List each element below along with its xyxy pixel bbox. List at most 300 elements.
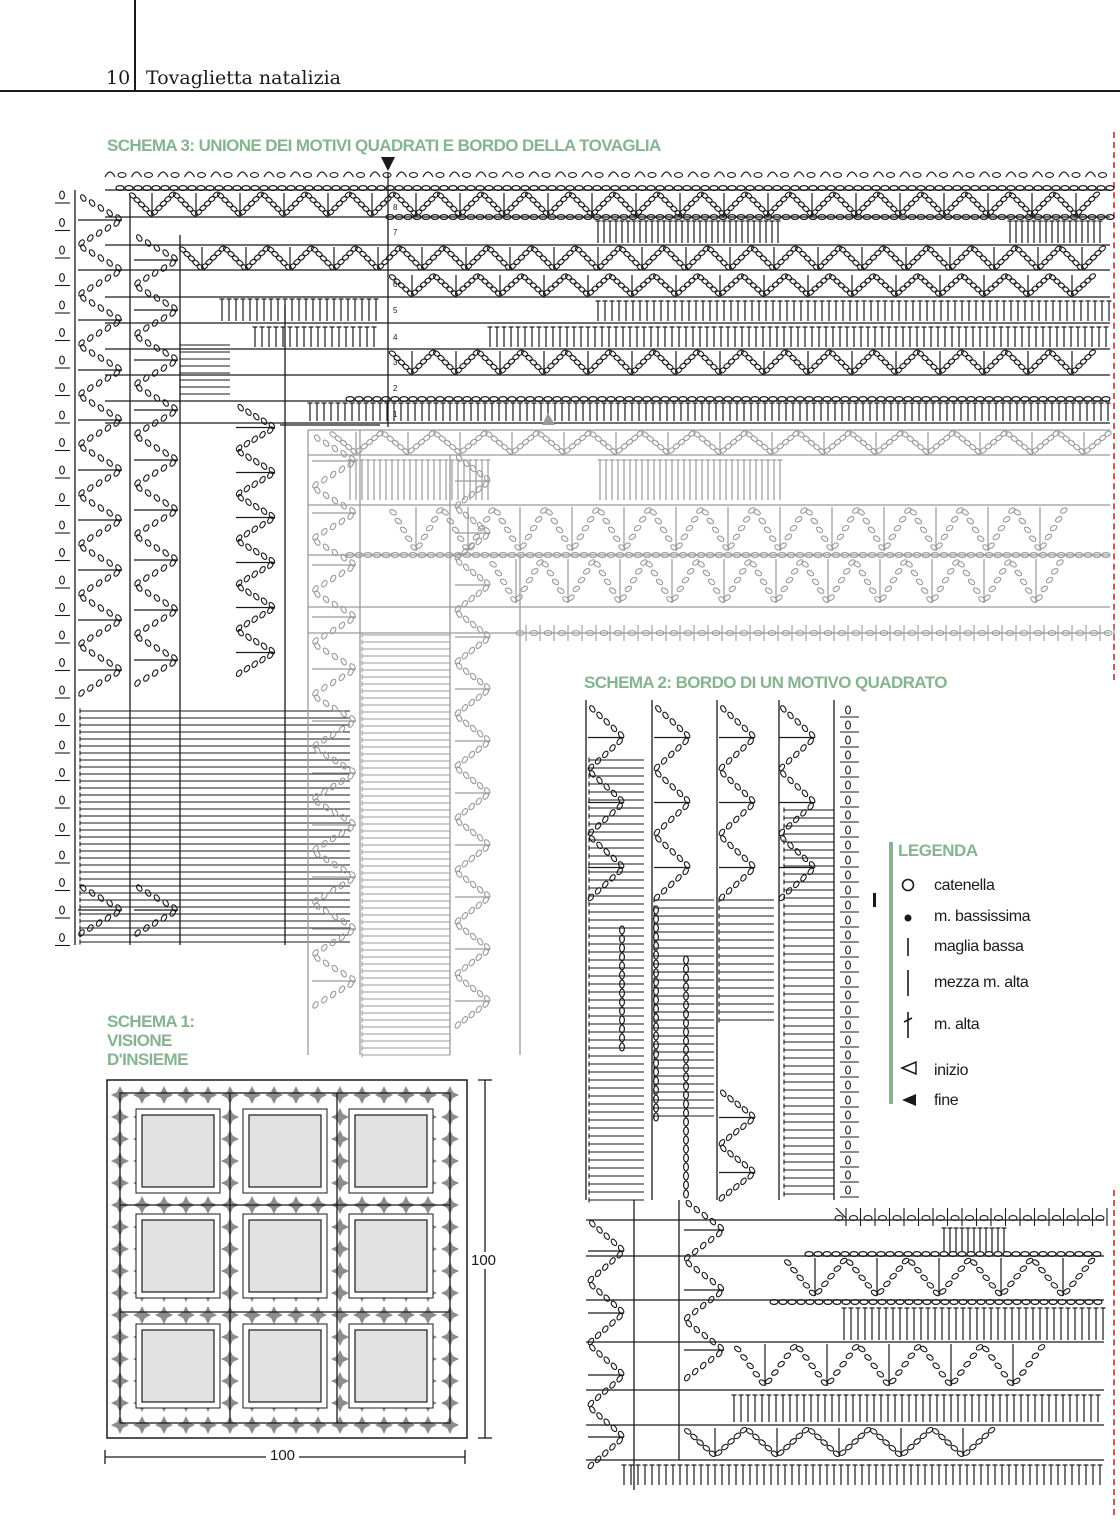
chain-stitch (707, 578, 715, 586)
chain-stitch (60, 246, 65, 254)
chain-stitch (639, 281, 647, 289)
schema1-title-line: D'INSIEME (107, 1050, 188, 1069)
chain-stitch (187, 255, 195, 263)
chain-stitch (728, 585, 736, 593)
chain-stitch (801, 789, 809, 797)
chain-stitch (402, 363, 410, 371)
chain-stitch (833, 1265, 841, 1273)
chain-stitch (846, 961, 851, 969)
chain-stitch (844, 430, 852, 438)
chain-stitch (833, 1369, 841, 1377)
chain-stitch (476, 782, 484, 790)
chain-stitch (709, 201, 717, 209)
chain-stitch (145, 173, 153, 178)
chain-stitch (322, 855, 330, 863)
chain-stitch (104, 324, 112, 332)
chain-stitch (237, 538, 245, 546)
chain-stitch (340, 866, 348, 874)
chain-stitch (142, 524, 150, 532)
chain-stitch (965, 354, 973, 362)
chain-stitch (399, 526, 407, 534)
chain-stitch (512, 277, 520, 285)
chain-stitch (886, 363, 894, 371)
chain-stitch (753, 201, 761, 209)
chain-stitch (1010, 435, 1018, 443)
chain-stitch (547, 285, 555, 293)
chain-stitch (462, 771, 470, 779)
chain-stitch (297, 254, 305, 262)
chain-stitch (711, 250, 719, 258)
chain-stitch (135, 884, 143, 892)
chain-stitch (95, 629, 103, 637)
chain-stitch (828, 442, 836, 450)
chain-stitch (769, 535, 777, 543)
chain-stitch (987, 362, 995, 370)
chain-stitch (551, 281, 559, 289)
chain-stitch (802, 205, 810, 213)
chain-stitch (945, 524, 953, 532)
chain-stitch (371, 434, 379, 442)
chain-stitch (162, 499, 170, 507)
chain-stitch (888, 1444, 896, 1452)
chain-stitch (667, 880, 675, 888)
chain-stitch (153, 344, 161, 352)
chain-stitch (889, 1272, 897, 1280)
chain-stitch (475, 641, 483, 649)
chain-stitch (469, 880, 477, 888)
chain-stitch (973, 587, 981, 595)
chain-stitch (758, 205, 766, 213)
chain-stitch (60, 769, 65, 777)
row-number: 4 (393, 333, 398, 342)
chain-stitch (461, 496, 469, 504)
chain-stitch (476, 274, 484, 282)
chain-stitch (821, 535, 829, 543)
chain-stitch (1008, 192, 1016, 200)
chain-stitch (784, 1259, 792, 1267)
chain-stitch (405, 535, 413, 543)
chain-stitch (789, 524, 797, 532)
chain-stitch (795, 515, 803, 523)
chain-stitch (684, 1028, 689, 1036)
chain-stitch (649, 254, 657, 262)
chain-stitch (880, 442, 888, 450)
chain-stitch (1075, 362, 1083, 370)
chain-stitch (1089, 254, 1097, 262)
chain-stitch (596, 1412, 604, 1420)
chain-stitch (595, 358, 603, 366)
chain-stitch (715, 255, 723, 263)
chain-stitch (943, 362, 951, 370)
chain-stitch (1013, 1272, 1021, 1280)
chain-stitch (97, 604, 105, 612)
chain-stitch (486, 246, 494, 254)
chain-stitch (524, 533, 532, 541)
chain-stitch (95, 919, 103, 927)
chain-stitch (920, 1274, 928, 1282)
chain-stitch (994, 1362, 1002, 1370)
chain-stitch (952, 353, 960, 361)
chain-stitch (587, 1461, 595, 1469)
chain-stitch (811, 578, 819, 586)
chain-stitch (1063, 1288, 1071, 1296)
chain-stitch (734, 718, 742, 726)
chain-stitch (564, 350, 572, 358)
chain-stitch (956, 195, 964, 203)
chain-stitch (469, 724, 477, 732)
chain-stitch (151, 469, 159, 477)
chain-stitch (1049, 524, 1057, 532)
chain-stitch (865, 443, 873, 451)
chain-stitch (787, 711, 795, 719)
chain-stitch (740, 350, 748, 358)
chain-stitch (104, 424, 112, 432)
chain-stitch (604, 195, 612, 203)
chain-stitch (162, 549, 170, 557)
chain-stitch (846, 901, 851, 909)
chain-stitch (617, 196, 625, 204)
chain-stitch (727, 204, 735, 212)
picot-stitch (609, 172, 619, 177)
chain-stitch (929, 201, 937, 209)
chain-stitch (920, 192, 928, 200)
chain-stitch (476, 350, 484, 358)
chain-stitch (872, 274, 880, 282)
chain-stitch (322, 803, 330, 811)
chain-stitch (684, 1427, 692, 1435)
chain-stitch (851, 1438, 859, 1446)
chain-stitch (846, 766, 851, 774)
chain-stitch (489, 173, 497, 178)
chain-stitch (620, 944, 625, 952)
chain-stitch (610, 1362, 618, 1370)
chain-stitch (97, 454, 105, 462)
chain-stitch (912, 195, 920, 203)
chain-stitch (520, 585, 528, 593)
chain-stitch (862, 517, 870, 525)
chain-stitch (1088, 442, 1096, 450)
chain-stitch (877, 1288, 885, 1296)
chain-stitch (693, 431, 701, 439)
chain-stitch (596, 1288, 604, 1296)
chain-stitch (587, 515, 595, 523)
chain-stitch (947, 358, 955, 366)
chain-stitch (153, 444, 161, 452)
chain-stitch (940, 533, 948, 541)
chain-stitch (935, 255, 943, 263)
chain-stitch (573, 196, 581, 204)
chain-stitch (631, 434, 639, 442)
chain-stitch (820, 277, 828, 285)
chain-stitch (767, 285, 775, 293)
chain-stitch (573, 282, 581, 290)
chain-stitch (412, 259, 420, 267)
chain-stitch (675, 809, 683, 817)
chain-stitch (636, 430, 644, 438)
chain-stitch (706, 517, 714, 525)
chain-stitch (732, 533, 740, 541)
chain-stitch (260, 552, 268, 560)
chain-stitch (792, 815, 800, 823)
chain-stitch (1055, 515, 1063, 523)
chain-stitch (999, 567, 1007, 575)
chain-stitch (320, 944, 328, 952)
chain-stitch (857, 1432, 865, 1440)
chain-stitch (485, 431, 493, 439)
chain-stitch (789, 1438, 797, 1446)
picot-stitch (1086, 172, 1096, 177)
chain-stitch (1022, 205, 1030, 213)
chain-stitch (1079, 358, 1087, 366)
chain-stitch (469, 828, 477, 836)
chain-stitch (610, 724, 618, 732)
chain-stitch (1092, 191, 1100, 199)
chain-stitch (963, 439, 971, 447)
schema2-title: SCHEMA 2: BORDO DI UN MOTIVO QUADRATO (584, 673, 947, 692)
chain-stitch (846, 1111, 851, 1119)
chain-stitch (1021, 443, 1029, 451)
chain-stitch (969, 1352, 977, 1360)
chain-stitch (943, 434, 951, 442)
chain-stitch (542, 173, 550, 178)
chain-stitch (532, 430, 540, 438)
chain-stitch (734, 1155, 742, 1163)
chain-stitch (1075, 1272, 1083, 1280)
chain-stitch (802, 1354, 810, 1362)
chain-stitch (568, 192, 576, 200)
chain-stitch (322, 959, 330, 967)
chain-stitch (455, 662, 463, 670)
chain-stitch (833, 354, 841, 362)
chain-stitch (1098, 245, 1106, 253)
chain-stitch (780, 585, 788, 593)
chain-stitch (265, 196, 273, 204)
chain-stitch (872, 350, 880, 358)
chain-stitch (616, 1375, 624, 1383)
chain-stitch (1079, 204, 1087, 212)
chain-stitch (97, 504, 105, 512)
chain-stitch (362, 205, 370, 213)
chain-stitch (584, 430, 592, 438)
chain-stitch (137, 201, 145, 209)
row-number: 6 (393, 280, 398, 289)
chain-stitch (469, 620, 477, 628)
chain-stitch (525, 576, 533, 584)
chain-stitch (462, 667, 470, 675)
chain-stitch (992, 533, 1000, 541)
chain-stitch (859, 204, 867, 212)
chain-stitch (320, 580, 328, 588)
chain-stitch (251, 525, 259, 533)
chain-stitch (462, 511, 470, 519)
chain-stitch (455, 870, 463, 878)
chain-stitch (676, 724, 684, 732)
chain-stitch (701, 1331, 709, 1339)
chain-stitch (682, 867, 690, 875)
chain-stitch (781, 254, 789, 262)
chain-stitch (913, 173, 921, 178)
chain-stitch (910, 569, 918, 577)
chain-stitch (620, 971, 625, 979)
chain-stitch (237, 493, 245, 501)
chain-stitch (815, 358, 823, 366)
chain-stitch (727, 841, 735, 849)
chain-stitch (481, 278, 489, 286)
chain-stitch (836, 533, 844, 541)
chain-stitch (648, 173, 656, 178)
chain-stitch (594, 822, 602, 830)
chain-stitch (260, 507, 268, 515)
chain-stitch (620, 926, 625, 934)
chain-stitch (888, 533, 896, 541)
chain-stitch (859, 281, 867, 289)
chain-stitch (78, 689, 86, 697)
chain-stitch (331, 964, 339, 972)
chain-stitch (86, 684, 94, 692)
chain-stitch (723, 285, 731, 293)
chain-stitch (594, 1269, 602, 1277)
chain-stitch (819, 200, 827, 208)
chain-stitch (322, 647, 330, 655)
chain-stitch (732, 1183, 740, 1191)
chain-stitch (86, 484, 94, 492)
chain-stitch (277, 173, 285, 178)
chain-stitch (329, 574, 337, 582)
chain-stitch (732, 880, 740, 888)
chain-stitch (550, 517, 558, 525)
chain-stitch (601, 750, 609, 758)
chain-stitch (1029, 535, 1037, 543)
chain-stitch (1041, 258, 1049, 266)
chain-stitch (846, 1051, 851, 1059)
chain-stitch (475, 797, 483, 805)
chain-stitch (622, 363, 630, 371)
chain-stitch (350, 447, 358, 455)
chain-stitch (745, 431, 753, 439)
chain-stitch (1050, 1281, 1058, 1289)
chain-stitch (993, 576, 1001, 584)
picot-stitch (344, 172, 354, 177)
chain-stitch (995, 434, 1003, 442)
chain-stitch (719, 1144, 727, 1152)
chain-stitch (177, 196, 185, 204)
chain-stitch (763, 526, 771, 534)
chain-stitch (310, 246, 318, 254)
chain-stitch (870, 1362, 878, 1370)
chain-stitch (797, 431, 805, 439)
chain-stitch (315, 250, 323, 258)
chain-stitch (385, 254, 393, 262)
chain-stitch (608, 274, 616, 282)
chain-stitch (588, 835, 596, 843)
chain-stitch (622, 173, 630, 178)
chain-stitch (106, 509, 114, 517)
chain-stitch (609, 1381, 617, 1389)
chain-stitch (415, 285, 423, 293)
chain-stitch (667, 750, 675, 758)
chain-stitch (635, 567, 643, 575)
chain-stitch (353, 196, 361, 204)
chain-stitch (833, 278, 841, 286)
chain-stitch (890, 205, 898, 213)
chain-stitch (266, 246, 274, 254)
chain-stitch (859, 358, 867, 366)
chain-stitch (943, 285, 951, 293)
chain-stitch (863, 578, 871, 586)
chain-stitch (509, 535, 517, 543)
chain-stitch (401, 201, 409, 209)
chain-stitch (476, 470, 484, 478)
chain-stitch (899, 285, 907, 293)
header-divider-vertical (134, 0, 136, 92)
chain-stitch (610, 789, 618, 797)
chain-stitch (1083, 200, 1091, 208)
chain-stitch (944, 1439, 952, 1447)
chain-stitch (828, 274, 836, 282)
chain-stitch (691, 515, 699, 523)
chain-stitch (639, 204, 647, 212)
chain-stitch (79, 444, 87, 452)
chain-stitch (304, 173, 312, 178)
chain-stitch (302, 249, 310, 257)
chain-stitch (808, 259, 816, 267)
chain-stitch (595, 204, 603, 212)
chain-stitch (1013, 508, 1021, 516)
chain-stitch (118, 173, 126, 178)
chain-stitch (837, 359, 845, 367)
chain-stitch (847, 255, 855, 263)
chain-stitch (97, 554, 105, 562)
chain-stitch (610, 1300, 618, 1308)
chain-stitch (144, 239, 152, 247)
chain-stitch (814, 1370, 822, 1378)
chain-stitch (469, 568, 477, 576)
chain-stitch (104, 624, 112, 632)
schema3-title: SCHEMA 3: UNIONE DEI MOTIVI QUADRATI E BORDO DELLA TOVAGLIA (107, 136, 661, 155)
chain-stitch (551, 358, 559, 366)
chain-stitch (500, 259, 508, 267)
chain-stitch (734, 1345, 742, 1353)
chain-stitch (313, 954, 321, 962)
chain-stitch (1053, 278, 1061, 286)
chain-stitch (684, 1082, 689, 1090)
chain-stitch (792, 750, 800, 758)
chain-stitch (885, 201, 893, 209)
chain-stitch (1004, 350, 1012, 358)
chain-stitch (690, 1433, 698, 1441)
chain-stitch (655, 578, 663, 586)
chain-stitch (936, 585, 944, 593)
chain-stitch (472, 195, 480, 203)
chain-stitch (817, 587, 825, 595)
chain-stitch (926, 1281, 934, 1289)
chain-stitch (271, 250, 279, 258)
chain-stitch (657, 354, 665, 362)
chain-stitch (368, 259, 376, 267)
chain-stitch (79, 294, 87, 302)
chain-stitch (529, 524, 537, 532)
chain-stitch (676, 789, 684, 797)
chain-stitch (313, 590, 321, 598)
chain-stitch (153, 644, 161, 652)
chain-stitch (665, 535, 673, 543)
chain-stitch (660, 887, 668, 895)
chain-stitch (1045, 254, 1053, 262)
chain-stitch (1001, 1288, 1009, 1296)
chain-stitch (162, 349, 170, 357)
chain-stitch (209, 254, 217, 262)
chain-stitch (1044, 533, 1052, 541)
